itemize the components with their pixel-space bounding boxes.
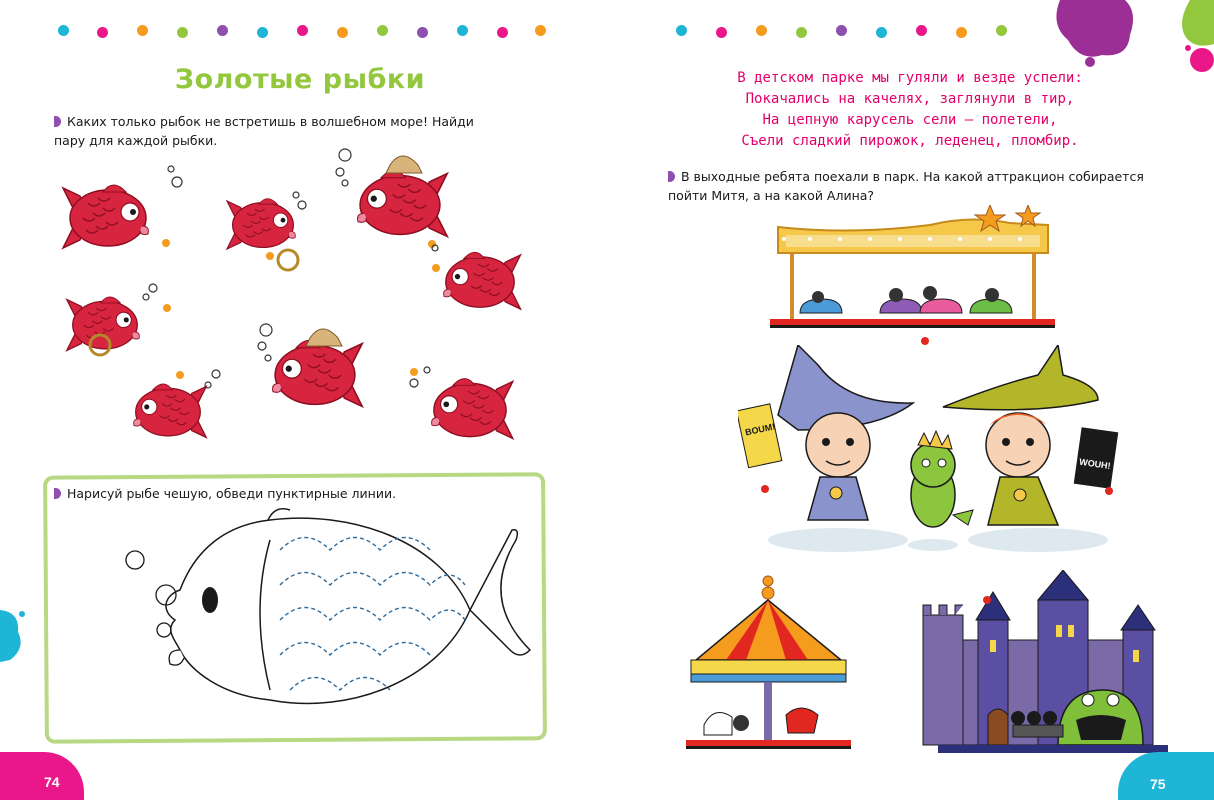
poem-line: На цепную карусель сели – полетели,: [762, 112, 1058, 128]
page-title: Золотые рыбки: [174, 64, 426, 95]
carousel-illustration: [686, 575, 851, 755]
answer-dot[interactable]: [921, 337, 929, 345]
paint-blot-pink: [1180, 40, 1214, 80]
poem-line: В детском парке мы гуляли и везде успели:: [737, 70, 1083, 86]
task-text-match-fish: Каких только рыбок не встретишь в волшебном море! Найди пару для каждой рыбки.: [54, 114, 474, 148]
paint-blot-purple: [1050, 0, 1140, 70]
children-with-dragon-illustration: [738, 345, 1128, 560]
decorative-dot-row-left: [0, 0, 600, 50]
page-number-right: 75: [1150, 776, 1166, 792]
poem-line: Съели сладкий пирожок, леденец, пломбир.: [741, 133, 1079, 149]
answer-dot[interactable]: [983, 596, 991, 604]
ticket-left-text: BOUM!: [744, 421, 777, 438]
task-text-park: В выходные ребята поехали в парк. На какой аттракцион собирается пойти Митя, а на какой Алина?: [668, 169, 1144, 203]
task-text-draw-scales: Нарисуй рыбе чешую, обведи пунктирные линии.: [54, 484, 514, 503]
answer-dot[interactable]: [1105, 487, 1113, 495]
poem-line: Покачались на качелях, заглянули в тир,: [745, 91, 1075, 107]
page-number-tab-left: [0, 752, 84, 800]
bullet-marker: [54, 116, 61, 127]
page-number-left: 74: [44, 774, 60, 790]
poem: [640, 68, 1180, 152]
bullet-marker: [668, 171, 675, 182]
bumper-cars-illustration: [770, 205, 1055, 330]
answer-dot[interactable]: [761, 485, 769, 493]
ticket-right-text: WOUH!: [1078, 456, 1112, 472]
fish-outline-drawing[interactable]: [120, 500, 540, 730]
haunted-castle-illustration: [918, 570, 1180, 755]
page-number-tab-right: [1118, 752, 1214, 800]
bullet-marker: [54, 488, 61, 499]
paint-blot-cyan-left: [0, 600, 30, 670]
fish-illustrations: [40, 140, 560, 460]
